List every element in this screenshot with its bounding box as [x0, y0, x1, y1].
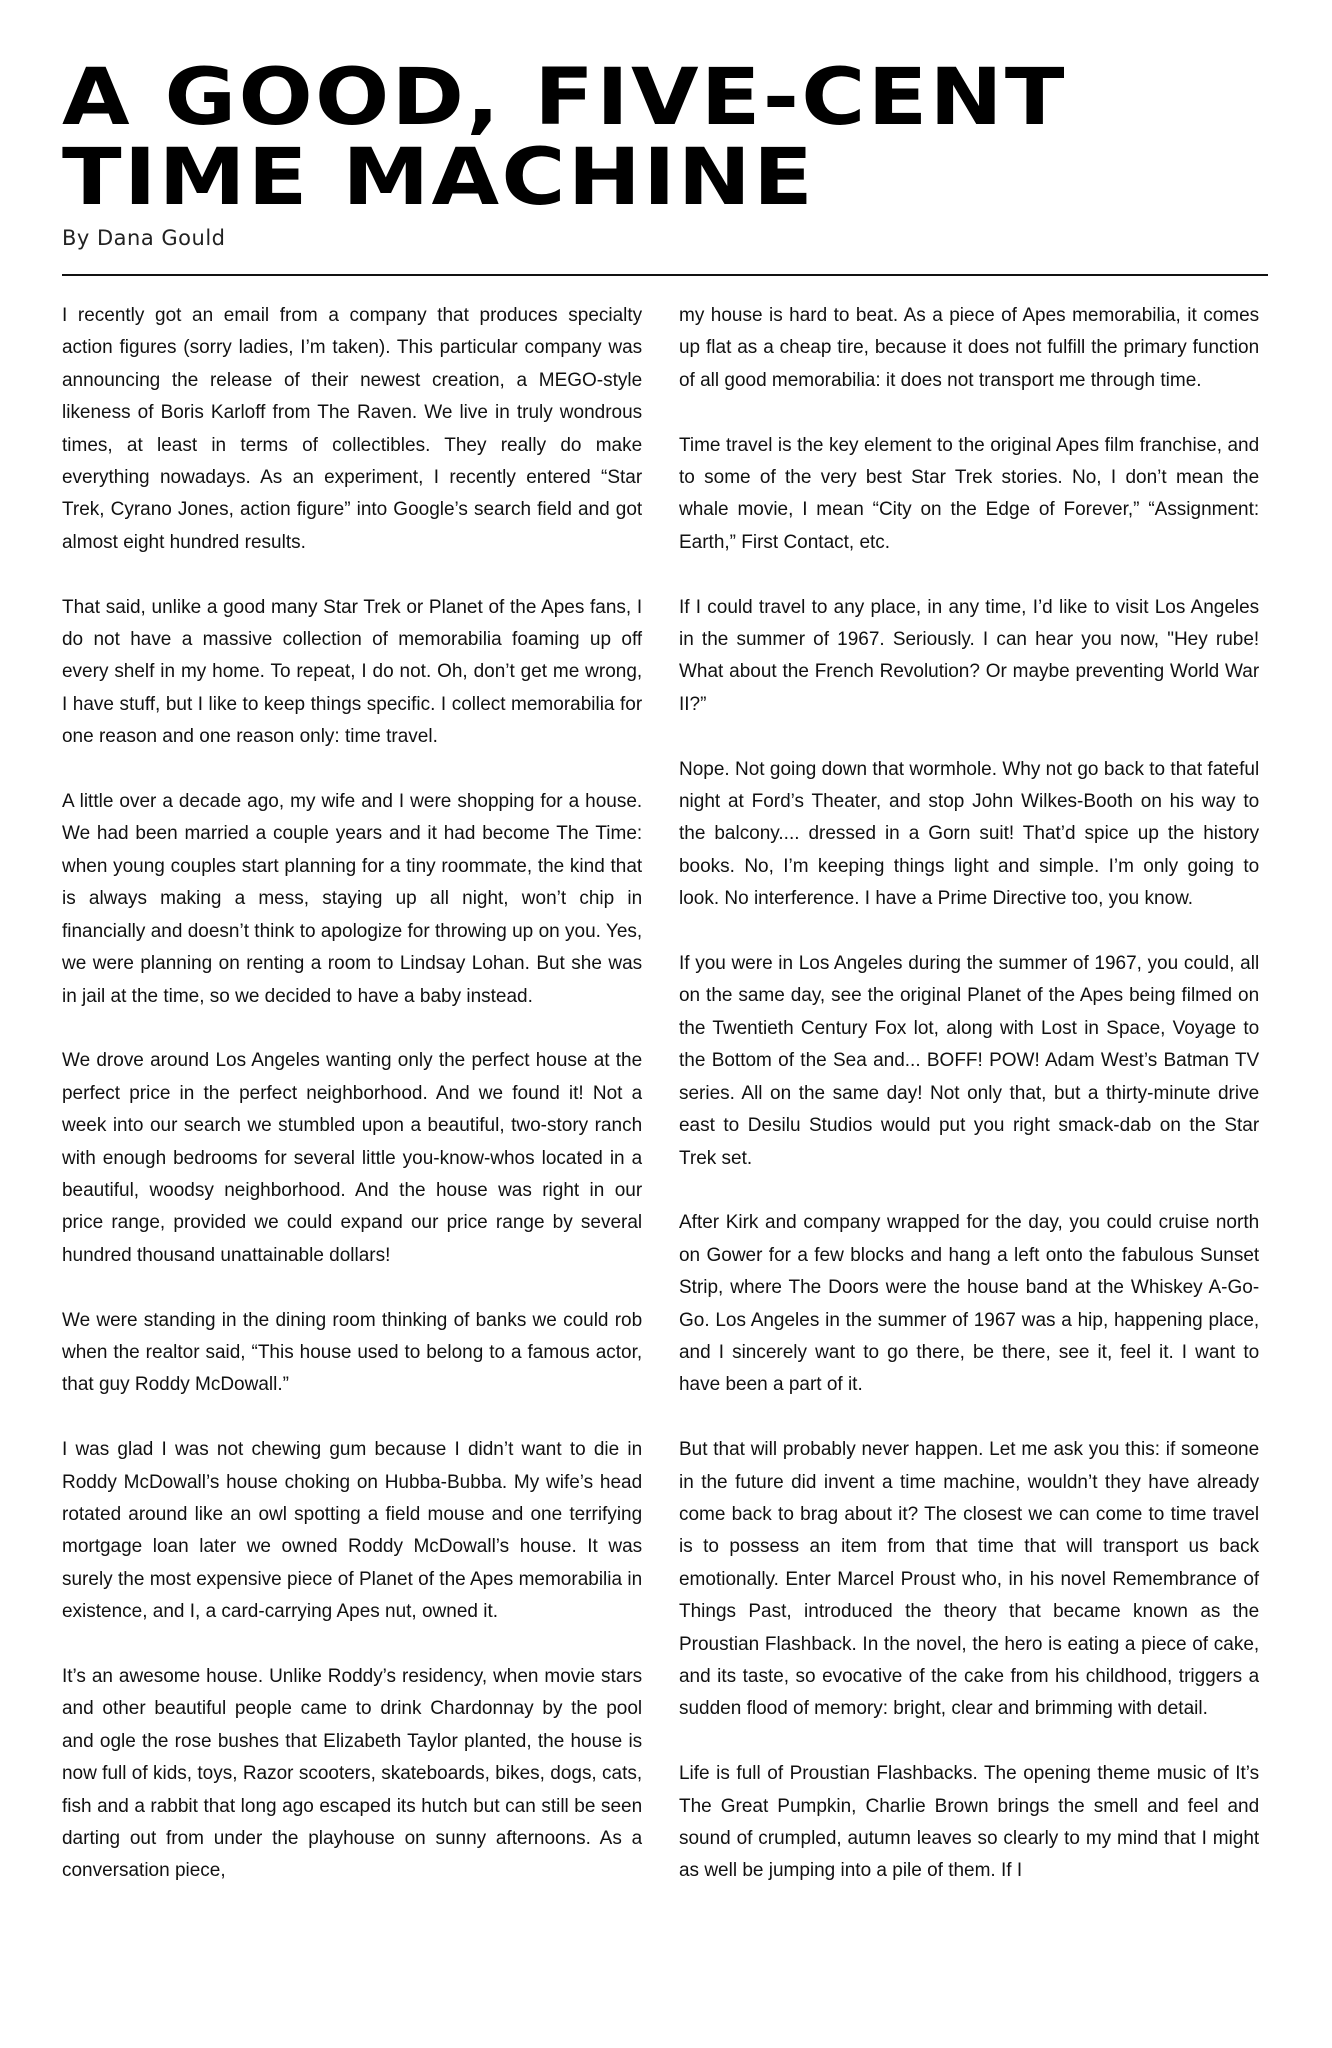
- paragraph: Life is full of Proustian Flashbacks. The opening theme music of It’s The Great Pumpkin, Charlie Brown brings the smell and feel and sound of crumpled, autumn leaves so clearly to my mind that I might as well be jumping into a pile of them. If I: [679, 1763, 1260, 1882]
- paragraph: After Kirk and company wrapped for the day, you could cruise north on Gower for a few blocks and hang a left onto the fabulous Sunset Strip, where The Doors were the house band at the Whiskey A-Go-Go. Los Angeles in the summer of 1967 was a hip, happening place, and I sincerely want to go there, be there, see it, feel it. I want to have been a part of it.: [679, 1212, 1260, 1396]
- paragraph: It’s an awesome house. Unlike Roddy’s residency, when movie stars and other beautiful people came to drink Chardonnay by the pool and ogle the rose bushes that Elizabeth Taylor planted, the house is now full of kids, toys, Razor scooters, skateboards, bikes, dogs, cats, fish and a rabbit that long ago escaped its hutch but can still be seen darting out from under the playhouse on sunny afternoons. As a conversation piece,: [62, 1665, 643, 1882]
- paragraph: my house is hard to beat. As a piece of Apes memorabilia, it comes up flat as a cheap tire, because it does not fulfill the primary function of all good memorabilia: it does not transport me through time.: [679, 305, 1260, 391]
- right-column: [679, 300, 1259, 2020]
- paragraph: But that will probably never happen. Let me ask you this: if someone in the future did invent a time machine, wouldn’t they have already come back to brag about it? The closest we can come to time travel is to possess an item from that time that will transport us back emotionally. Enter Marcel Proust who, in his novel Remembrance of Things Past, introduced the theory that became known as the Proustian Flashback. In the novel, the hero is eating a piece of cake, and its taste, so evocative of the cake from his childhood, triggers a sudden flood of memory: bright, clear and brimming with detail.: [679, 1439, 1260, 1720]
- article-byline: By Dana Gould: [62, 226, 226, 250]
- paragraph: That said, unlike a good many Star Trek or Planet of the Apes fans, I do not have a massive collection of memorabilia foaming up off every shelf in my home. To repeat, I do not. Oh, don’t get me wrong, I have stuff, but I like to keep things specific. I collect memorabilia for one reason and one reason only: time travel.: [62, 596, 643, 748]
- paragraph: Time travel is the key element to the original Apes film franchise, and to some of the very best Star Trek stories. No, I don’t mean the whale movie, I mean “City on the Edge of Forever,” “Assignment: Earth,” First Contact, etc.: [679, 434, 1260, 553]
- paragraph: I was glad I was not chewing gum because I didn’t want to die in Roddy McDowall’s house choking on Hubba-Bubba. My wife’s head rotated around like an owl spotting a field mouse and one terrifying mortgage loan later we owned Roddy McDowall’s house. It was surely the most expensive piece of Planet of the Apes memorabilia in existence, and I, a card-carrying Apes nut, owned it.: [62, 1439, 643, 1623]
- title-divider: [62, 274, 1268, 276]
- paragraph: I recently got an email from a company that produces specialty action figures (sorry ladies, I’m taken). This particular company was announcing the release of their newest creation, a MEGO-style likeness of Boris Karloff from The Raven. We live in truly wondrous times, at least in terms of collectibles. They really do make everything nowadays. As an experiment, I recently entered “Star Trek, Cyrano Jones, action figure” into Google’s search field and got almost eight hundred results.: [62, 305, 643, 553]
- article-title: [62, 53, 1067, 223]
- article-title-line-1: A GOOD, FIVE-CENT: [62, 53, 1067, 143]
- paragraph: Nope. Not going down that wormhole. Why not go back to that fateful night at Ford’s Theater, and stop John Wilkes-Booth on his way to the balcony.... dressed in a Gorn suit! That’d spice up the history books. No, I’m keeping things light and simple. I’m only going to look. No interference. I have a Prime Directive too, you know.: [679, 758, 1260, 910]
- paragraph: A little over a decade ago, my wife and I were shopping for a house. We had been married a couple years and it had become The Time: when young couples start planning for a tiny roommate, the kind that is always making a mess, staying up all night, won’t chip in financially and doesn’t think to apologize for throwing up on you. Yes, we were planning on renting a room to Lindsay Lohan. But she was in jail at the time, so we decided to have a baby instead.: [62, 791, 643, 1007]
- article-title-line-2: TIME MACHINE: [62, 133, 816, 223]
- paragraph: If I could travel to any place, in any time, I’d like to visit Los Angeles in the summer of 1967. Seriously. I can hear you now, "Hey rube! What about the French Revolution? Or maybe preventing World War II?”: [679, 596, 1260, 715]
- paragraph: We drove around Los Angeles wanting only the perfect house at the perfect price in the perfect neighborhood. And we found it! Not a week into our search we stumbled upon a beautiful, two-story ranch with enough bedrooms for several little you-know-whos located in a beautiful, woodsy neighborhood. And the house was right in our price range, provided we could expand our price range by several hundred thousand unattainable dollars!: [62, 1050, 643, 1266]
- paragraph: If you were in Los Angeles during the summer of 1967, you could, all on the same day, see the original Planet of the Apes being filmed on the Twentieth Century Fox lot, along with Lost in Space, Voyage to the Bottom of the Sea and... BOFF! POW! Adam West’s Batman TV series. All on the same day! Not only that, but a thirty-minute drive east to Desilu Studios would put you right smack-dab on the Star Trek set.: [679, 953, 1260, 1169]
- paragraph: We were standing in the dining room thinking of banks we could rob when the realtor said, “This house used to belong to a famous actor, that guy Roddy McDowall.”: [62, 1309, 643, 1396]
- left-column: [62, 300, 642, 2020]
